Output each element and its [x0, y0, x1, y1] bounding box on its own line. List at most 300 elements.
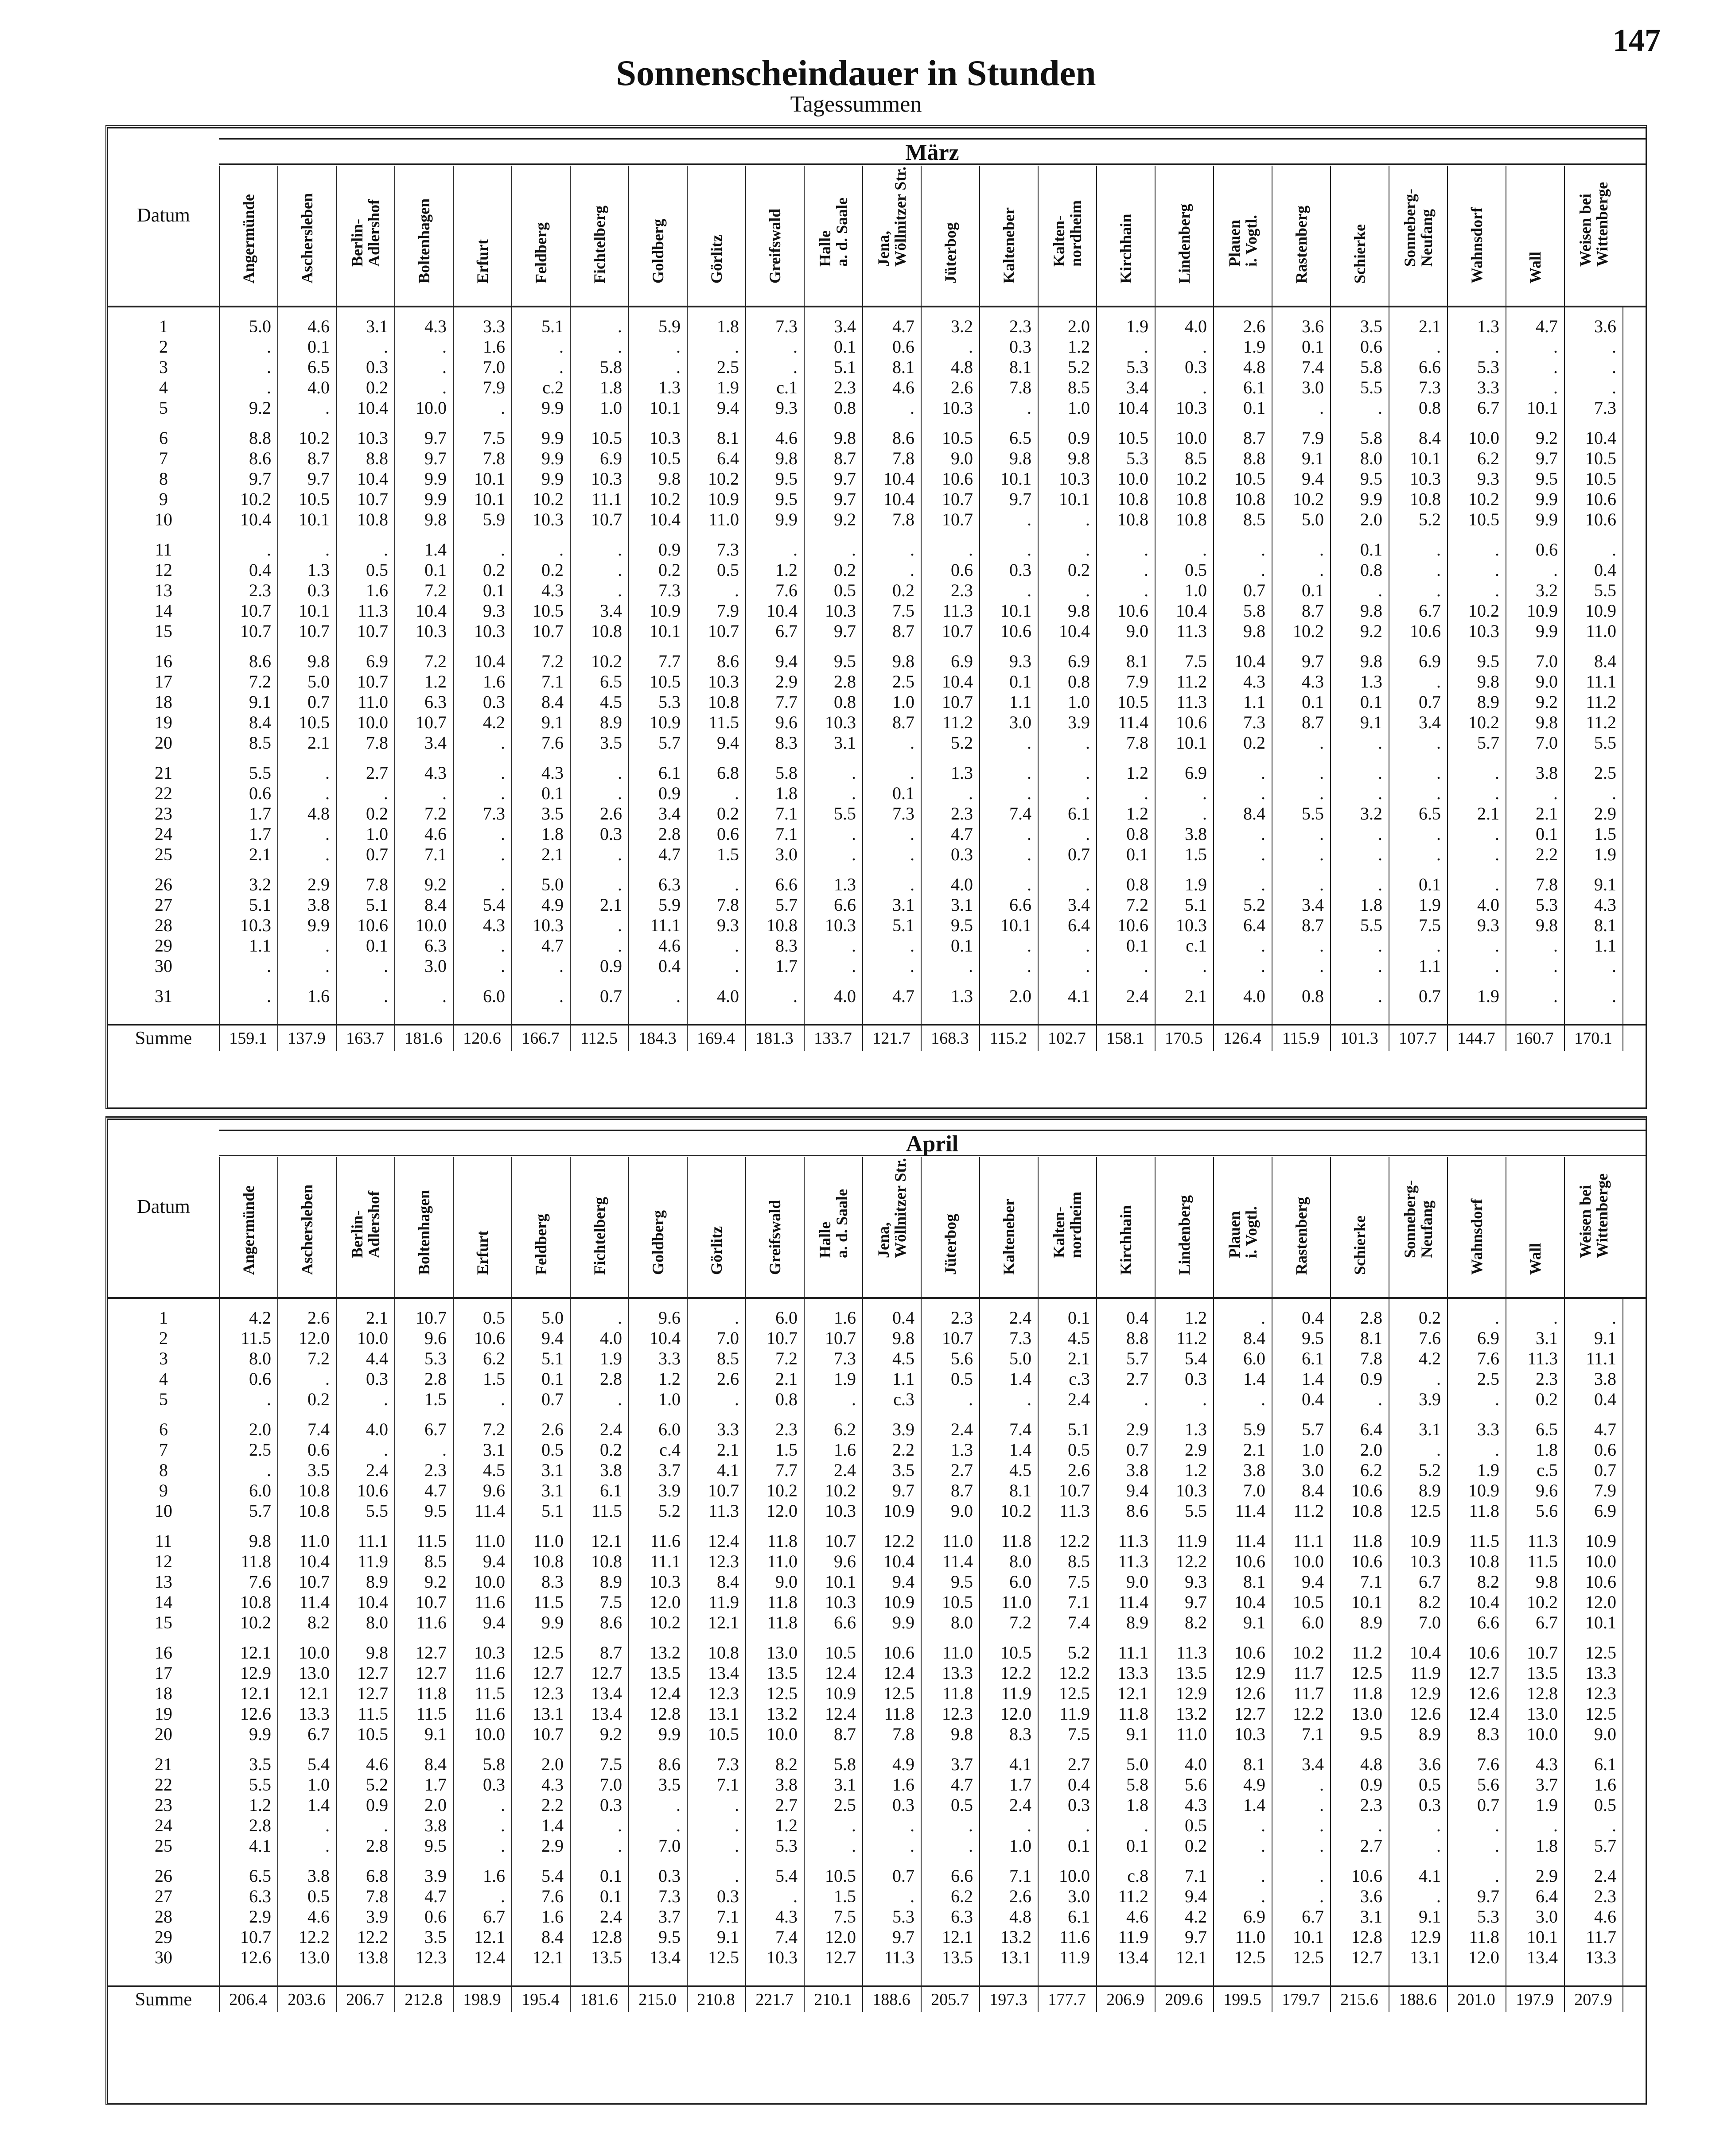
table-cell: 2.9: [1594, 804, 1616, 824]
table-cell: 10.6: [1410, 621, 1441, 641]
table-cell: 4.6: [1126, 1907, 1148, 1927]
table-cell: 11.8: [767, 1592, 798, 1612]
table-cell: 12.5: [1351, 1663, 1382, 1683]
table-cell: 0.8: [1419, 398, 1441, 418]
column-header: [687, 166, 745, 306]
table-cell: 10.7: [708, 621, 739, 641]
table-cell: 0.2: [600, 1440, 622, 1460]
table-cell: 12.7: [357, 1683, 388, 1703]
table-cell: 11.3: [358, 601, 388, 621]
table-cell: 2.6: [717, 1369, 739, 1389]
table-cell: 10.0: [1293, 1551, 1324, 1571]
column-header-label: Plauen i. Vogtl.: [1226, 1206, 1260, 1258]
table-cell: 9.9: [307, 915, 330, 935]
table-cell: 1.5: [1185, 844, 1207, 864]
table-cell: 10.2: [767, 1480, 798, 1500]
table-cell: .: [1086, 824, 1090, 844]
table-cell: 7.1: [1360, 1572, 1382, 1592]
table-cell: .: [267, 377, 271, 397]
table-cell: 5.7: [1302, 1419, 1324, 1439]
table-cell: 9.4: [483, 1612, 505, 1632]
table-cell: 0.4: [1302, 1389, 1324, 1409]
table-cell: 9.9: [541, 428, 564, 448]
table-cell: .: [1027, 844, 1031, 864]
table-cell: 4.8: [951, 357, 973, 377]
table-cell: 11.2: [1176, 672, 1207, 691]
table-cell: 6.0: [483, 986, 505, 1006]
table-cell: 13.2: [1000, 1927, 1031, 1947]
table-row: [108, 509, 1646, 530]
table-cell: 1.4: [424, 540, 447, 559]
table-cell: 9.7: [1302, 651, 1324, 671]
row-date: 18: [155, 1683, 172, 1703]
table-cell: 2.7: [775, 1795, 798, 1815]
table-cell: 10.3: [942, 398, 973, 418]
table-cell: 2.9: [1185, 1440, 1207, 1460]
table-cell: 2.7: [1360, 1836, 1382, 1856]
column-header-label: Lindenberg: [1175, 1195, 1193, 1275]
table-cell: 12.0: [767, 1501, 798, 1521]
table-row: [108, 448, 1646, 469]
table-cell: 7.4: [1068, 1612, 1090, 1632]
table-cell: 10.8: [708, 1643, 739, 1663]
table-cell: 10.2: [708, 469, 739, 489]
table-cell: 10.4: [767, 601, 798, 621]
table-cell: 10.7: [240, 1927, 271, 1947]
table-cell: 2.9: [775, 672, 798, 691]
table-cell: 7.3: [717, 1754, 739, 1774]
table-cell: 0.6: [1594, 1440, 1616, 1460]
table-cell: 10.7: [942, 621, 973, 641]
row-date: 30: [155, 1947, 172, 1967]
table-cell: 6.7: [424, 1419, 447, 1439]
table-cell: .: [969, 783, 973, 803]
table-cell: 8.6: [658, 1754, 681, 1774]
table-cell: 6.1: [600, 1480, 622, 1500]
table-cell: 12.3: [1585, 1683, 1616, 1703]
table-cell: 12.5: [767, 1683, 798, 1703]
column-header-label: Kalten- nordheim: [1050, 1191, 1085, 1258]
table-cell: 10.7: [240, 601, 271, 621]
table-cell: .: [1495, 956, 1499, 976]
table-cell: 10.3: [825, 915, 856, 935]
table-cell: 8.0: [1360, 448, 1382, 468]
table-cell: 10.3: [1234, 1724, 1265, 1744]
table-cell: 9.4: [892, 1572, 914, 1592]
column-header-label: Angermünde: [240, 194, 257, 284]
column-header: [979, 166, 1038, 306]
table-cell: 1.8: [717, 316, 739, 336]
table-cell: 13.0: [767, 1643, 798, 1663]
table-cell: 5.0: [249, 316, 271, 336]
table-cell: 0.3: [1419, 1795, 1441, 1815]
table-cell: 4.4: [366, 1348, 388, 1368]
table-cell: 2.8: [600, 1369, 622, 1389]
table-cell: 6.0: [1302, 1612, 1324, 1632]
table-cell: 12.1: [942, 1927, 973, 1947]
table-cell: 10.2: [299, 428, 330, 448]
table-cell: .: [676, 337, 681, 357]
table-cell: 9.3: [717, 915, 739, 935]
table-cell: 10.7: [1059, 1480, 1090, 1500]
table-cell: .: [1319, 783, 1324, 803]
table-cell: 2.2: [1536, 844, 1558, 864]
table-cell: 11.2: [1586, 712, 1616, 732]
table-row: [108, 1775, 1646, 1795]
table-cell: 10.7: [1527, 1643, 1558, 1663]
table-cell: 9.7: [834, 469, 856, 489]
table-cell: .: [501, 956, 505, 976]
table-row: [108, 895, 1646, 915]
table-cell: .: [1261, 540, 1265, 559]
table-cell: 2.6: [541, 1419, 564, 1439]
row-date: 15: [155, 1612, 172, 1632]
table-cell: 10.3: [357, 428, 388, 448]
table-cell: 2.1: [1185, 986, 1207, 1006]
table-cell: 10.4: [1176, 601, 1207, 621]
table-cell: 0.1: [541, 1369, 564, 1389]
row-date: 6: [159, 1419, 168, 1439]
table-row: [108, 1460, 1646, 1480]
table-cell: 10.1: [474, 489, 505, 509]
table-cell: 6.2: [483, 1348, 505, 1368]
table-cell: 7.3: [1009, 1328, 1031, 1348]
table-cell: 0.2: [1068, 560, 1090, 580]
table-cell: .: [1495, 1440, 1499, 1460]
table-cell: 10.2: [591, 651, 622, 671]
table-cell: 2.1: [600, 895, 622, 915]
table-cell: 0.6: [307, 1440, 330, 1460]
table-cell: .: [442, 357, 447, 377]
table-cell: .: [852, 540, 856, 559]
table-cell: 5.9: [1243, 1419, 1265, 1439]
table-cell: 1.6: [541, 1907, 564, 1927]
table-cell: 10.1: [474, 469, 505, 489]
table-cell: 2.1: [249, 844, 271, 864]
table-cell: 10.3: [825, 1592, 856, 1612]
row-date: 11: [155, 540, 172, 559]
table-cell: .: [1553, 357, 1558, 377]
table-cell: 3.5: [424, 1927, 447, 1947]
table-cell: 6.6: [1477, 1612, 1499, 1632]
table-cell: 9.8: [1243, 621, 1265, 641]
table-cell: 3.6: [1419, 1754, 1441, 1774]
table-cell: .: [325, 783, 330, 803]
table-cell: .: [1436, 1440, 1441, 1460]
table-cell: .: [1495, 874, 1499, 894]
table-cell: .: [1027, 580, 1031, 600]
table-cell: 3.2: [951, 316, 973, 336]
table-cell: 10.4: [1468, 1592, 1499, 1612]
table-cell: 7.4: [307, 1419, 330, 1439]
table-cell: 12.4: [708, 1531, 739, 1551]
table-cell: 9.3: [1477, 915, 1499, 935]
month-title: April: [219, 1130, 1646, 1156]
table-cell: 12.1: [299, 1683, 330, 1703]
table-cell: 1.7: [424, 1775, 447, 1795]
table-cell: 8.1: [1009, 1480, 1031, 1500]
table-cell: 10.4: [883, 469, 914, 489]
table-cell: 5.7: [1126, 1348, 1148, 1368]
table-cell: 1.3: [1360, 672, 1382, 691]
table-cell: 3.9: [366, 1907, 388, 1927]
table-row: [108, 1308, 1646, 1328]
table-cell: 7.5: [600, 1754, 622, 1774]
sum-cell: 197.3: [989, 1990, 1027, 2009]
table-cell: 10.0: [357, 712, 388, 732]
table-cell: 2.3: [834, 377, 856, 397]
table-cell: .: [1202, 956, 1207, 976]
table-cell: 10.8: [533, 1551, 564, 1571]
column-header-label: Kirchhain: [1117, 1205, 1135, 1275]
table-cell: 3.8: [424, 1815, 447, 1835]
table-cell: 6.7: [1419, 1572, 1441, 1592]
table-cell: 9.9: [1536, 509, 1558, 529]
table-cell: 1.8: [775, 783, 798, 803]
table-cell: 3.8: [1536, 763, 1558, 783]
table-cell: 10.8: [299, 1501, 330, 1521]
table-row: [108, 804, 1646, 824]
table-cell: 1.6: [834, 1440, 856, 1460]
sum-cell: 158.1: [1106, 1029, 1144, 1048]
table-cell: .: [1378, 733, 1382, 753]
table-cell: 5.7: [658, 733, 681, 753]
sum-cell: 102.7: [1048, 1029, 1086, 1048]
table-cell: .: [1495, 763, 1499, 783]
column-header: [570, 166, 628, 306]
table-cell: 0.2: [366, 804, 388, 824]
table-cell: 7.0: [1536, 733, 1558, 753]
table-cell: 11.6: [475, 1663, 505, 1683]
table-row: [108, 1348, 1646, 1369]
row-date: 9: [159, 1480, 168, 1500]
table-cell: .: [1378, 1815, 1382, 1835]
column-header: [862, 1157, 921, 1297]
row-date: 4: [159, 1369, 168, 1389]
table-cell: 0.7: [366, 844, 388, 864]
table-cell: .: [910, 733, 914, 753]
column-header: [1447, 166, 1506, 306]
month-title: März: [219, 138, 1646, 165]
table-cell: 2.4: [1126, 986, 1148, 1006]
column-header-label: Halle a. d. Saale: [816, 197, 851, 267]
table-cell: 8.9: [1477, 692, 1499, 712]
table-cell: 10.3: [474, 621, 505, 641]
table-cell: 5.6: [1536, 1501, 1558, 1521]
table-cell: .: [676, 357, 681, 377]
row-date: 28: [155, 1907, 172, 1927]
table-cell: 10.6: [357, 915, 388, 935]
table-cell: 10.8: [1176, 509, 1207, 529]
table-cell: .: [1436, 1815, 1441, 1835]
table-cell: .: [793, 986, 798, 1006]
table-cell: 1.3: [307, 560, 330, 580]
table-cell: .: [1086, 763, 1090, 783]
table-cell: 1.0: [892, 692, 914, 712]
table-cell: .: [1495, 936, 1499, 956]
table-cell: 10.6: [1468, 1643, 1499, 1663]
table-cell: 0.2: [717, 804, 739, 824]
table-cell: 8.9: [1126, 1612, 1148, 1632]
table-cell: 10.0: [416, 398, 447, 418]
table-cell: 1.3: [834, 874, 856, 894]
table-cell: 11.3: [708, 1501, 739, 1521]
table-cell: 5.3: [775, 1836, 798, 1856]
table-cell: 10.1: [650, 621, 681, 641]
table-cell: .: [1436, 337, 1441, 357]
column-header-label: Lindenberg: [1175, 203, 1193, 284]
table-cell: 10.4: [883, 1551, 914, 1571]
table-cell: .: [1319, 1775, 1324, 1795]
table-cell: 10.9: [1527, 601, 1558, 621]
table-cell: 10.3: [474, 1643, 505, 1663]
table-cell: 0.4: [1302, 1308, 1324, 1328]
sum-cell: 166.7: [521, 1029, 560, 1048]
table-cell: 12.0: [650, 1592, 681, 1612]
table-cell: 2.0: [1360, 1440, 1382, 1460]
table-cell: .: [618, 337, 622, 357]
row-date: 28: [155, 915, 172, 935]
table-cell: 5.2: [1419, 1460, 1441, 1480]
table-cell: 8.4: [1243, 804, 1265, 824]
table-cell: 10.3: [1176, 398, 1207, 418]
table-cell: .: [559, 540, 564, 559]
table-cell: 1.3: [1185, 1419, 1207, 1439]
table-cell: 8.4: [1302, 1480, 1324, 1500]
table-cell: 4.7: [892, 986, 914, 1006]
table-cell: .: [618, 316, 622, 336]
table-cell: 10.5: [825, 1643, 856, 1663]
table-cell: .: [618, 783, 622, 803]
table-cell: 0.1: [1302, 692, 1324, 712]
table-cell: 3.9: [424, 1866, 447, 1886]
table-cell: 0.5: [1068, 1440, 1090, 1460]
table-cell: 7.8: [1360, 1348, 1382, 1368]
table-cell: 12.7: [1234, 1704, 1265, 1724]
column-header-label: Erfurt: [474, 239, 491, 284]
table-cell: 2.3: [1009, 316, 1031, 336]
column-header: [628, 166, 687, 306]
table-cell: 11.7: [1293, 1683, 1324, 1703]
table-cell: 9.6: [658, 1308, 681, 1328]
table-cell: 2.0: [1068, 316, 1090, 336]
table-cell: .: [1612, 986, 1616, 1006]
table-cell: 10.1: [1410, 448, 1441, 468]
table-cell: 9.8: [1068, 601, 1090, 621]
table-cell: .: [969, 1836, 973, 1856]
table-cell: 1.2: [1126, 763, 1148, 783]
sum-cell: 205.7: [931, 1990, 969, 2009]
table-cell: 3.4: [834, 316, 856, 336]
table-cell: 9.8: [892, 651, 914, 671]
table-cell: .: [618, 844, 622, 864]
table-cell: 9.7: [307, 469, 330, 489]
table-cell: 7.6: [1477, 1348, 1499, 1368]
table-cell: 1.0: [1302, 1440, 1324, 1460]
table-cell: .: [676, 1795, 681, 1815]
table-cell: .: [618, 874, 622, 894]
table-cell: 12.9: [1234, 1663, 1265, 1683]
table-cell: 9.6: [483, 1480, 505, 1500]
table-cell: 1.0: [366, 824, 388, 844]
table-cell: .: [1378, 824, 1382, 844]
table-cell: 7.0: [483, 357, 505, 377]
table-cell: 12.4: [825, 1704, 856, 1724]
table-cell: .: [1202, 540, 1207, 559]
table-cell: 3.4: [1419, 712, 1441, 732]
table-cell: 0.2: [366, 377, 388, 397]
table-cell: 7.8: [892, 448, 914, 468]
table-row: [108, 428, 1646, 448]
table-cell: 7.0: [1536, 651, 1558, 671]
table-cell: 10.4: [416, 601, 447, 621]
table-cell: 9.4: [717, 398, 739, 418]
table-cell: .: [910, 540, 914, 559]
table-cell: 6.6: [775, 874, 798, 894]
table-cell: 10.1: [299, 601, 330, 621]
table-cell: 0.1: [424, 560, 447, 580]
table-cell: 10.8: [1351, 1501, 1382, 1521]
column-header-label: Berlin- Adlershof: [348, 1191, 383, 1258]
table-cell: 3.9: [892, 1419, 914, 1439]
table-cell: .: [735, 1836, 739, 1856]
table-cell: 8.6: [249, 448, 271, 468]
table-cell: 9.8: [951, 1724, 973, 1744]
table-cell: 10.1: [825, 1572, 856, 1592]
table-cell: 9.1: [1419, 1907, 1441, 1927]
table-cell: 0.9: [1068, 428, 1090, 448]
table-cell: 0.1: [1243, 398, 1265, 418]
table-cell: 0.1: [1126, 936, 1148, 956]
table-cell: .: [325, 936, 330, 956]
table-cell: 9.7: [1477, 1886, 1499, 1906]
table-cell: .: [1612, 1815, 1616, 1835]
table-cell: 5.2: [951, 733, 973, 753]
table-cell: 9.7: [1185, 1927, 1207, 1947]
table-cell: 7.3: [834, 1348, 856, 1368]
table-cell: 12.3: [708, 1551, 739, 1571]
table-cell: 6.3: [249, 1886, 271, 1906]
table-cell: .: [618, 1308, 622, 1328]
table-cell: 8.1: [1009, 357, 1031, 377]
sum-cell: 137.9: [288, 1029, 326, 1048]
table-cell: 4.3: [541, 1775, 564, 1795]
table-cell: .: [852, 844, 856, 864]
table-cell: .: [442, 783, 447, 803]
table-cell: .: [501, 1795, 505, 1815]
table-cell: 1.6: [892, 1775, 914, 1795]
table-cell: 1.9: [1477, 986, 1499, 1006]
table-cell: 5.0: [1126, 1754, 1148, 1774]
table-header: [108, 128, 1646, 307]
table-cell: 9.9: [249, 1724, 271, 1744]
table-cell: 9.8: [366, 1643, 388, 1663]
table-cell: .: [1261, 844, 1265, 864]
table-cell: 0.1: [1126, 1836, 1148, 1856]
table-cell: 5.1: [366, 895, 388, 915]
row-date: 17: [155, 1663, 172, 1683]
table-cell: 3.7: [658, 1907, 681, 1927]
column-header-label: Fichtelberg: [591, 206, 608, 284]
table-cell: 4.6: [892, 377, 914, 397]
table-cell: 8.5: [1068, 377, 1090, 397]
table-cell: 11.8: [241, 1551, 271, 1571]
table-cell: 11.3: [1059, 1501, 1090, 1521]
table-cell: .: [1378, 844, 1382, 864]
table-cell: .: [1436, 763, 1441, 783]
table-cell: 9.8: [1068, 448, 1090, 468]
row-date: 21: [155, 1754, 172, 1774]
